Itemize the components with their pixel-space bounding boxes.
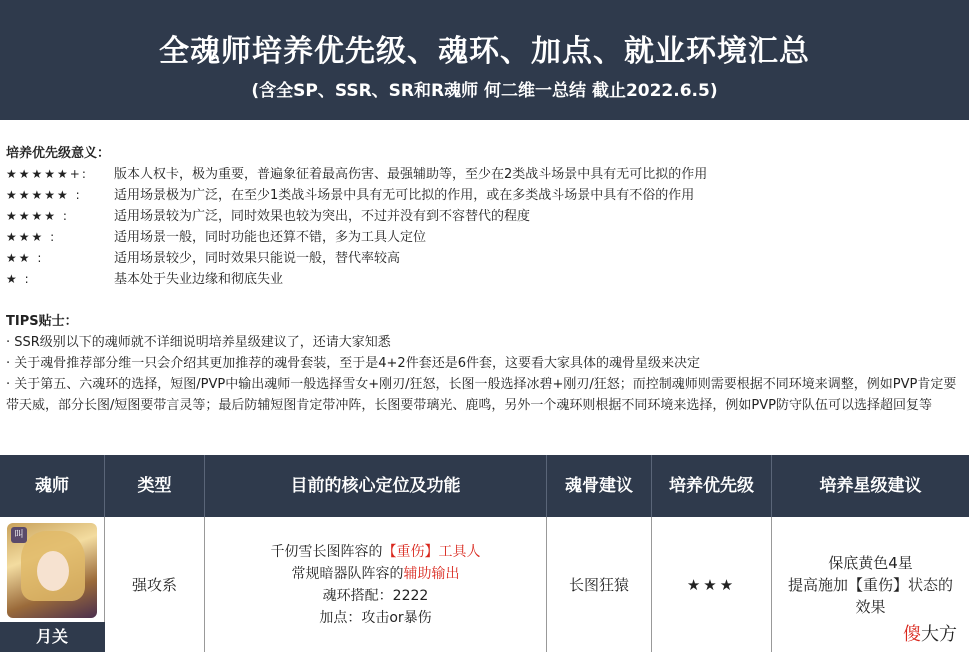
core-line-1-highlight: 【重伤】工具人 [382,543,481,560]
tips-line: · SSR级别以下的魂师就不详细说明培养星级建议了，还请大家知悉 [6,335,391,350]
legend-row [6,269,956,290]
cell-core [205,517,547,652]
header-cell-name: 魂师 [0,455,105,517]
core-line-1 [271,541,481,563]
cell-priority: ★★★ [652,517,772,652]
tips-section [6,311,961,416]
header-cell-bone: 魂骨建议 [547,455,652,517]
legend-row [6,206,956,227]
legend-row [6,248,956,269]
legend-stars: ★★ : [6,251,44,265]
legend-stars: ★★★★★+: [6,167,88,181]
cell-bone: 长图狂猿 [547,517,652,652]
legend-stars: ★★★ : [6,230,57,244]
legend-desc: 适用场景较为广泛，同时效果也较为突出，不过并没有到不容替代的程度 [114,209,531,224]
header-cell-priority: 培养优先级 [652,455,772,517]
watermark [903,620,957,646]
soul-master-name: 月关 [0,622,105,652]
core-line-2 [292,563,460,585]
legend-row [6,185,956,206]
header-banner [0,0,969,120]
avatar-badge: 叫 [11,527,27,543]
watermark-part-2: 大方 [921,624,957,645]
star-line-3: 效果 [855,597,886,616]
page-title: 全魂师培养优先级、魂环、加点、就业环境汇总 [159,34,810,69]
priority-legend [6,143,956,290]
star-line-1: 保底黄色4星 [828,553,913,572]
legend-heading: 培养优先级意义： [6,146,111,161]
core-line-4: 加点：攻击or暴伤 [319,609,432,626]
tips-line: · 关于魂骨推荐部分维一只会介绍其更加推荐的魂骨套装，至于是4+2件套还是6件套，这要看大家具体的魂骨星级来决定 [6,356,700,371]
core-line-1-text: 千仞雪长图阵容的 [270,543,383,560]
header-cell-type: 类型 [105,455,205,517]
soul-master-table [0,455,969,652]
core-line-3: 魂环搭配：2222 [322,587,429,604]
legend-desc: 版本人权卡，极为重要，普遍象征着最高伤害、最强辅助等，至少在2类战斗场景中具有无可比拟的作用 [114,167,708,182]
tips-line: · 关于第五、六魂环的选择，短图/PVP中输出魂师一般选择雪女+刚刃/狂怒，长图一般选择冰碧+刚刃/狂怒；而控制魂师则需要根据不同环境来调整，例如PVP肯定要带天威，部分长图/短图要带言灵等；最后防辅短图肯定带冲阵，长图要带璃光、鹿鸣，另外一个魂环则根据不同环境来选择，例如PVP防守队伍可以选择超回复等 [6,377,957,413]
legend-desc: 适用场景一般，同时功能也还算不错，多为工具人定位 [114,230,427,245]
core-line-2-highlight: 辅助输出 [403,565,460,582]
avatar-face [37,551,69,591]
star-line-2: 提高施加【重伤】状态的 [787,575,953,594]
legend-row [6,164,956,185]
tips-heading: TIPS贴士： [6,314,78,329]
legend-row [6,227,956,248]
avatar [7,523,97,618]
table-header [0,455,969,517]
cell-soul-master [0,517,105,652]
legend-desc: 基本处于失业边缘和彻底失业 [114,272,284,287]
cell-type: 强攻系 [105,517,205,652]
legend-stars: ★ : [6,272,31,286]
page-subtitle: (含全SP、SSR、SR和R魂师 何二维一总结 截止2022.6.5) [251,81,718,101]
legend-stars: ★★★★ : [6,209,69,223]
legend-desc: 适用场景较少，同时效果只能说一般，替代率较高 [114,251,401,266]
table-row [0,517,969,652]
legend-stars: ★★★★★ : [6,188,82,202]
header-cell-star: 培养星级建议 [819,476,922,496]
header-cell-core: 目前的核心定位及功能 [205,455,547,517]
core-line-2-text: 常规暗器队阵容的 [291,565,404,582]
legend-desc: 适用场景极为广泛，在至少1类战斗场景中具有无可比拟的作用，或在多类战斗场景中具有不俗的作用 [114,188,695,203]
watermark-part-1: 傻 [903,624,921,645]
